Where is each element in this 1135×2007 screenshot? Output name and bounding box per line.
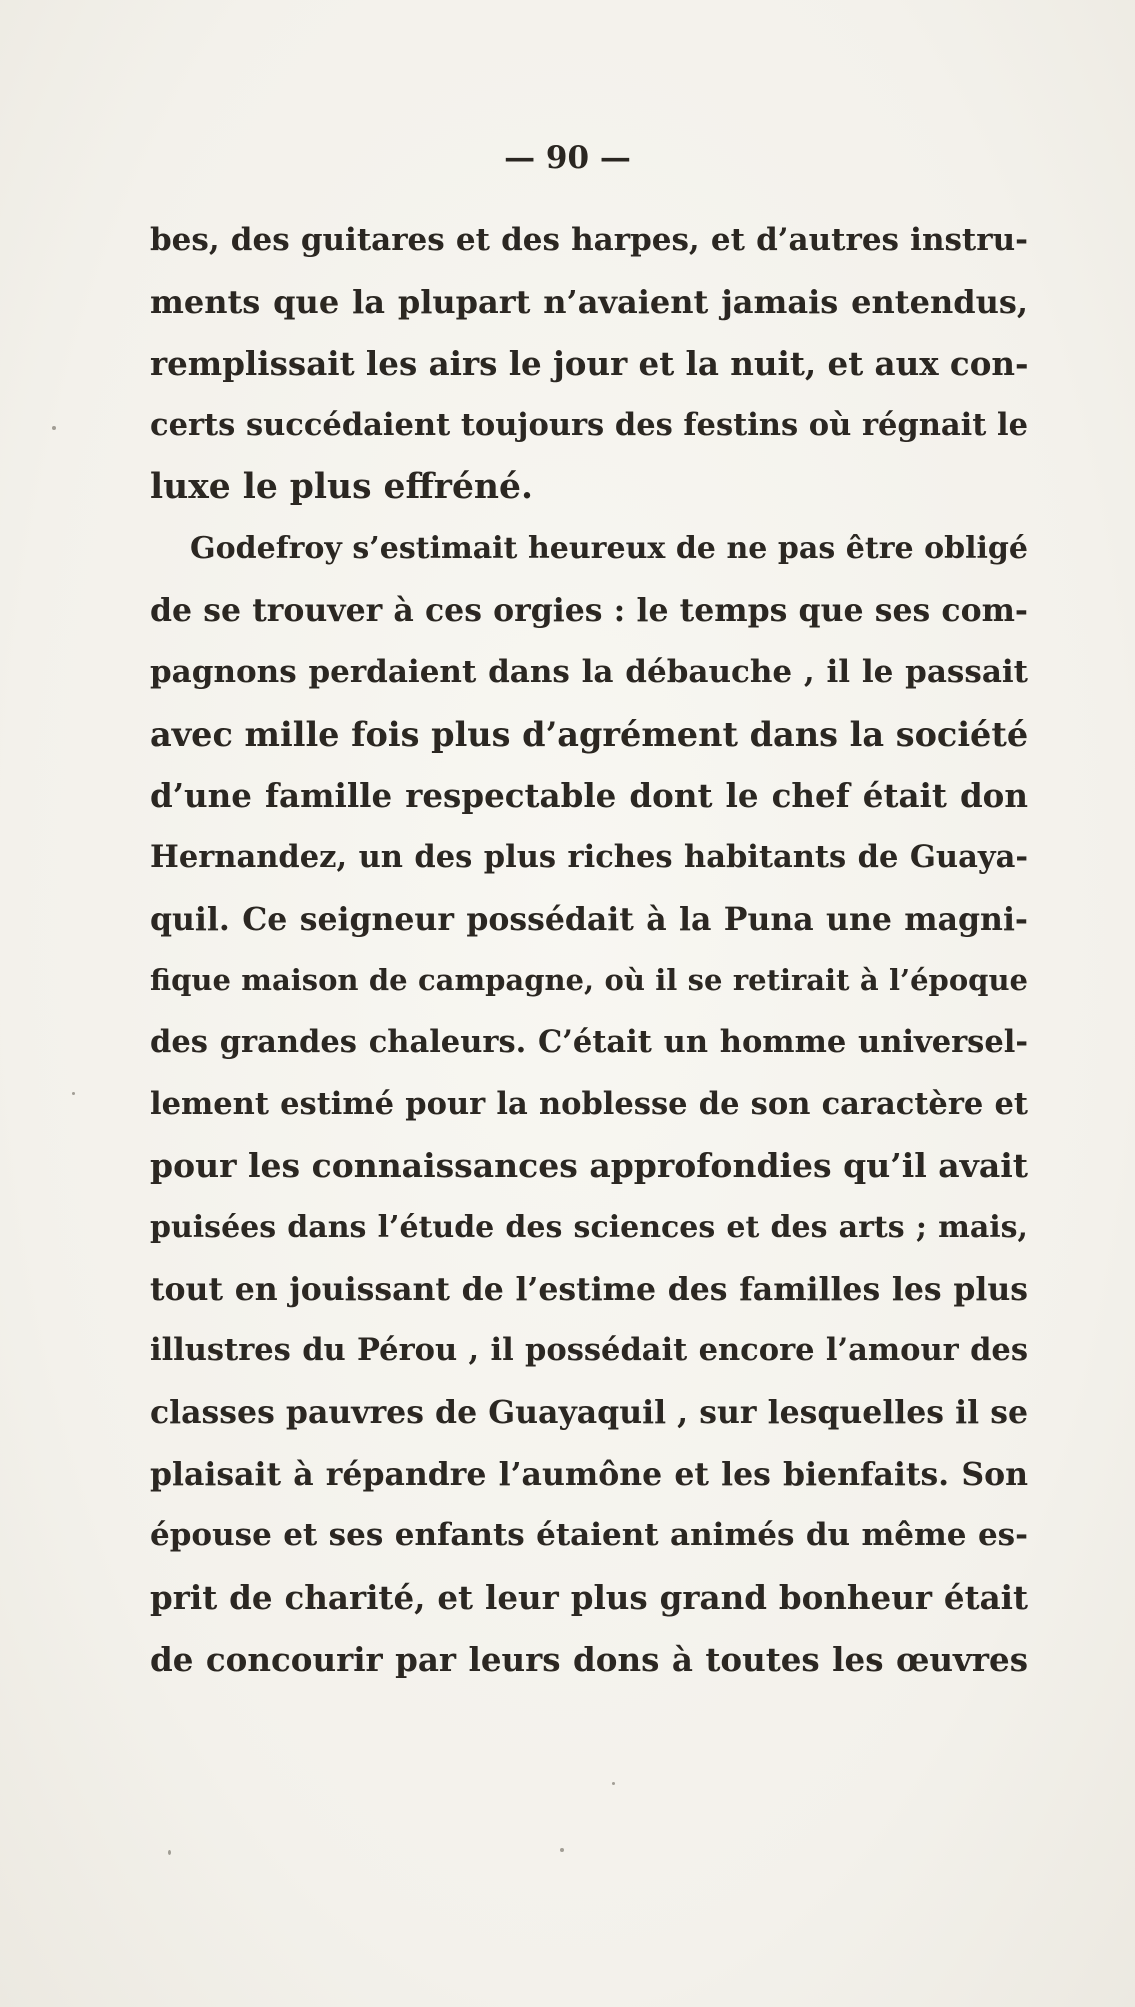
text-line: des grandes chaleurs. C’était un homme universel- xyxy=(150,1023,1028,1060)
text-line: pagnons perdaient dans la débauche , il le passait xyxy=(150,653,1028,690)
text-line: bes, des guitares et des harpes, et d’autres instru- xyxy=(150,222,1028,258)
text-line: Godefroy s’estimait heureux de ne pas être obligé xyxy=(190,531,1028,567)
text-line: de se trouver à ces orgies : le temps que ses com- xyxy=(150,592,1028,630)
text-line: plaisait à répandre l’aumône et les bienfaits. Son xyxy=(150,1455,1028,1493)
paper-speck xyxy=(612,1782,615,1785)
text-line: fique maison de campagne, où il se retirait à l’époque xyxy=(150,963,1028,998)
paper-speck xyxy=(72,1092,75,1095)
paper-speck xyxy=(560,1848,564,1852)
text-line: tout en jouissant de l’estime des familles les plus xyxy=(150,1270,1028,1308)
text-line: illustres du Pérou , il possédait encore l’amour des xyxy=(150,1332,1028,1369)
body-text xyxy=(150,210,1028,1691)
text-line: prit de charité, et leur plus grand bonheur était xyxy=(150,1578,1028,1618)
text-line: classes pauvres de Guayaquil , sur lesquelles il se xyxy=(150,1394,1028,1432)
text-line: épouse et ses enfants étaient animés du même es- xyxy=(150,1517,1028,1554)
text-line: certs succédaient toujours des festins où régnait le xyxy=(150,407,1028,444)
paper-speck xyxy=(52,426,56,430)
text-line: pour les connaissances approfondies qu’il avait xyxy=(150,1146,1028,1186)
text-line: luxe le plus effréné. xyxy=(150,466,533,507)
text-line: ments que la plupart n’avaient jamais entendus, xyxy=(150,282,1028,321)
text-line: lement estimé pour la noblesse de son caractère et xyxy=(150,1085,1028,1122)
paper-speck xyxy=(168,1850,171,1855)
text-line: quil. Ce seigneur possédait à la Puna une magni- xyxy=(150,900,1028,938)
text-line: puisées dans l’étude des sciences et des arts ; mais, xyxy=(150,1210,1028,1245)
text-line: d’une famille respectable dont le chef était don xyxy=(150,776,1028,816)
text-line: avec mille fois plus d’agrément dans la société xyxy=(150,714,1028,754)
text-line: Hernandez, un des plus riches habitants de Guaya- xyxy=(150,838,1028,875)
text-line: de concourir par leurs dons à toutes les œuvres xyxy=(150,1639,1028,1679)
page-number: — 90 — xyxy=(504,140,631,176)
text-line: remplissait les airs le jour et la nuit, et aux con- xyxy=(150,344,1028,384)
